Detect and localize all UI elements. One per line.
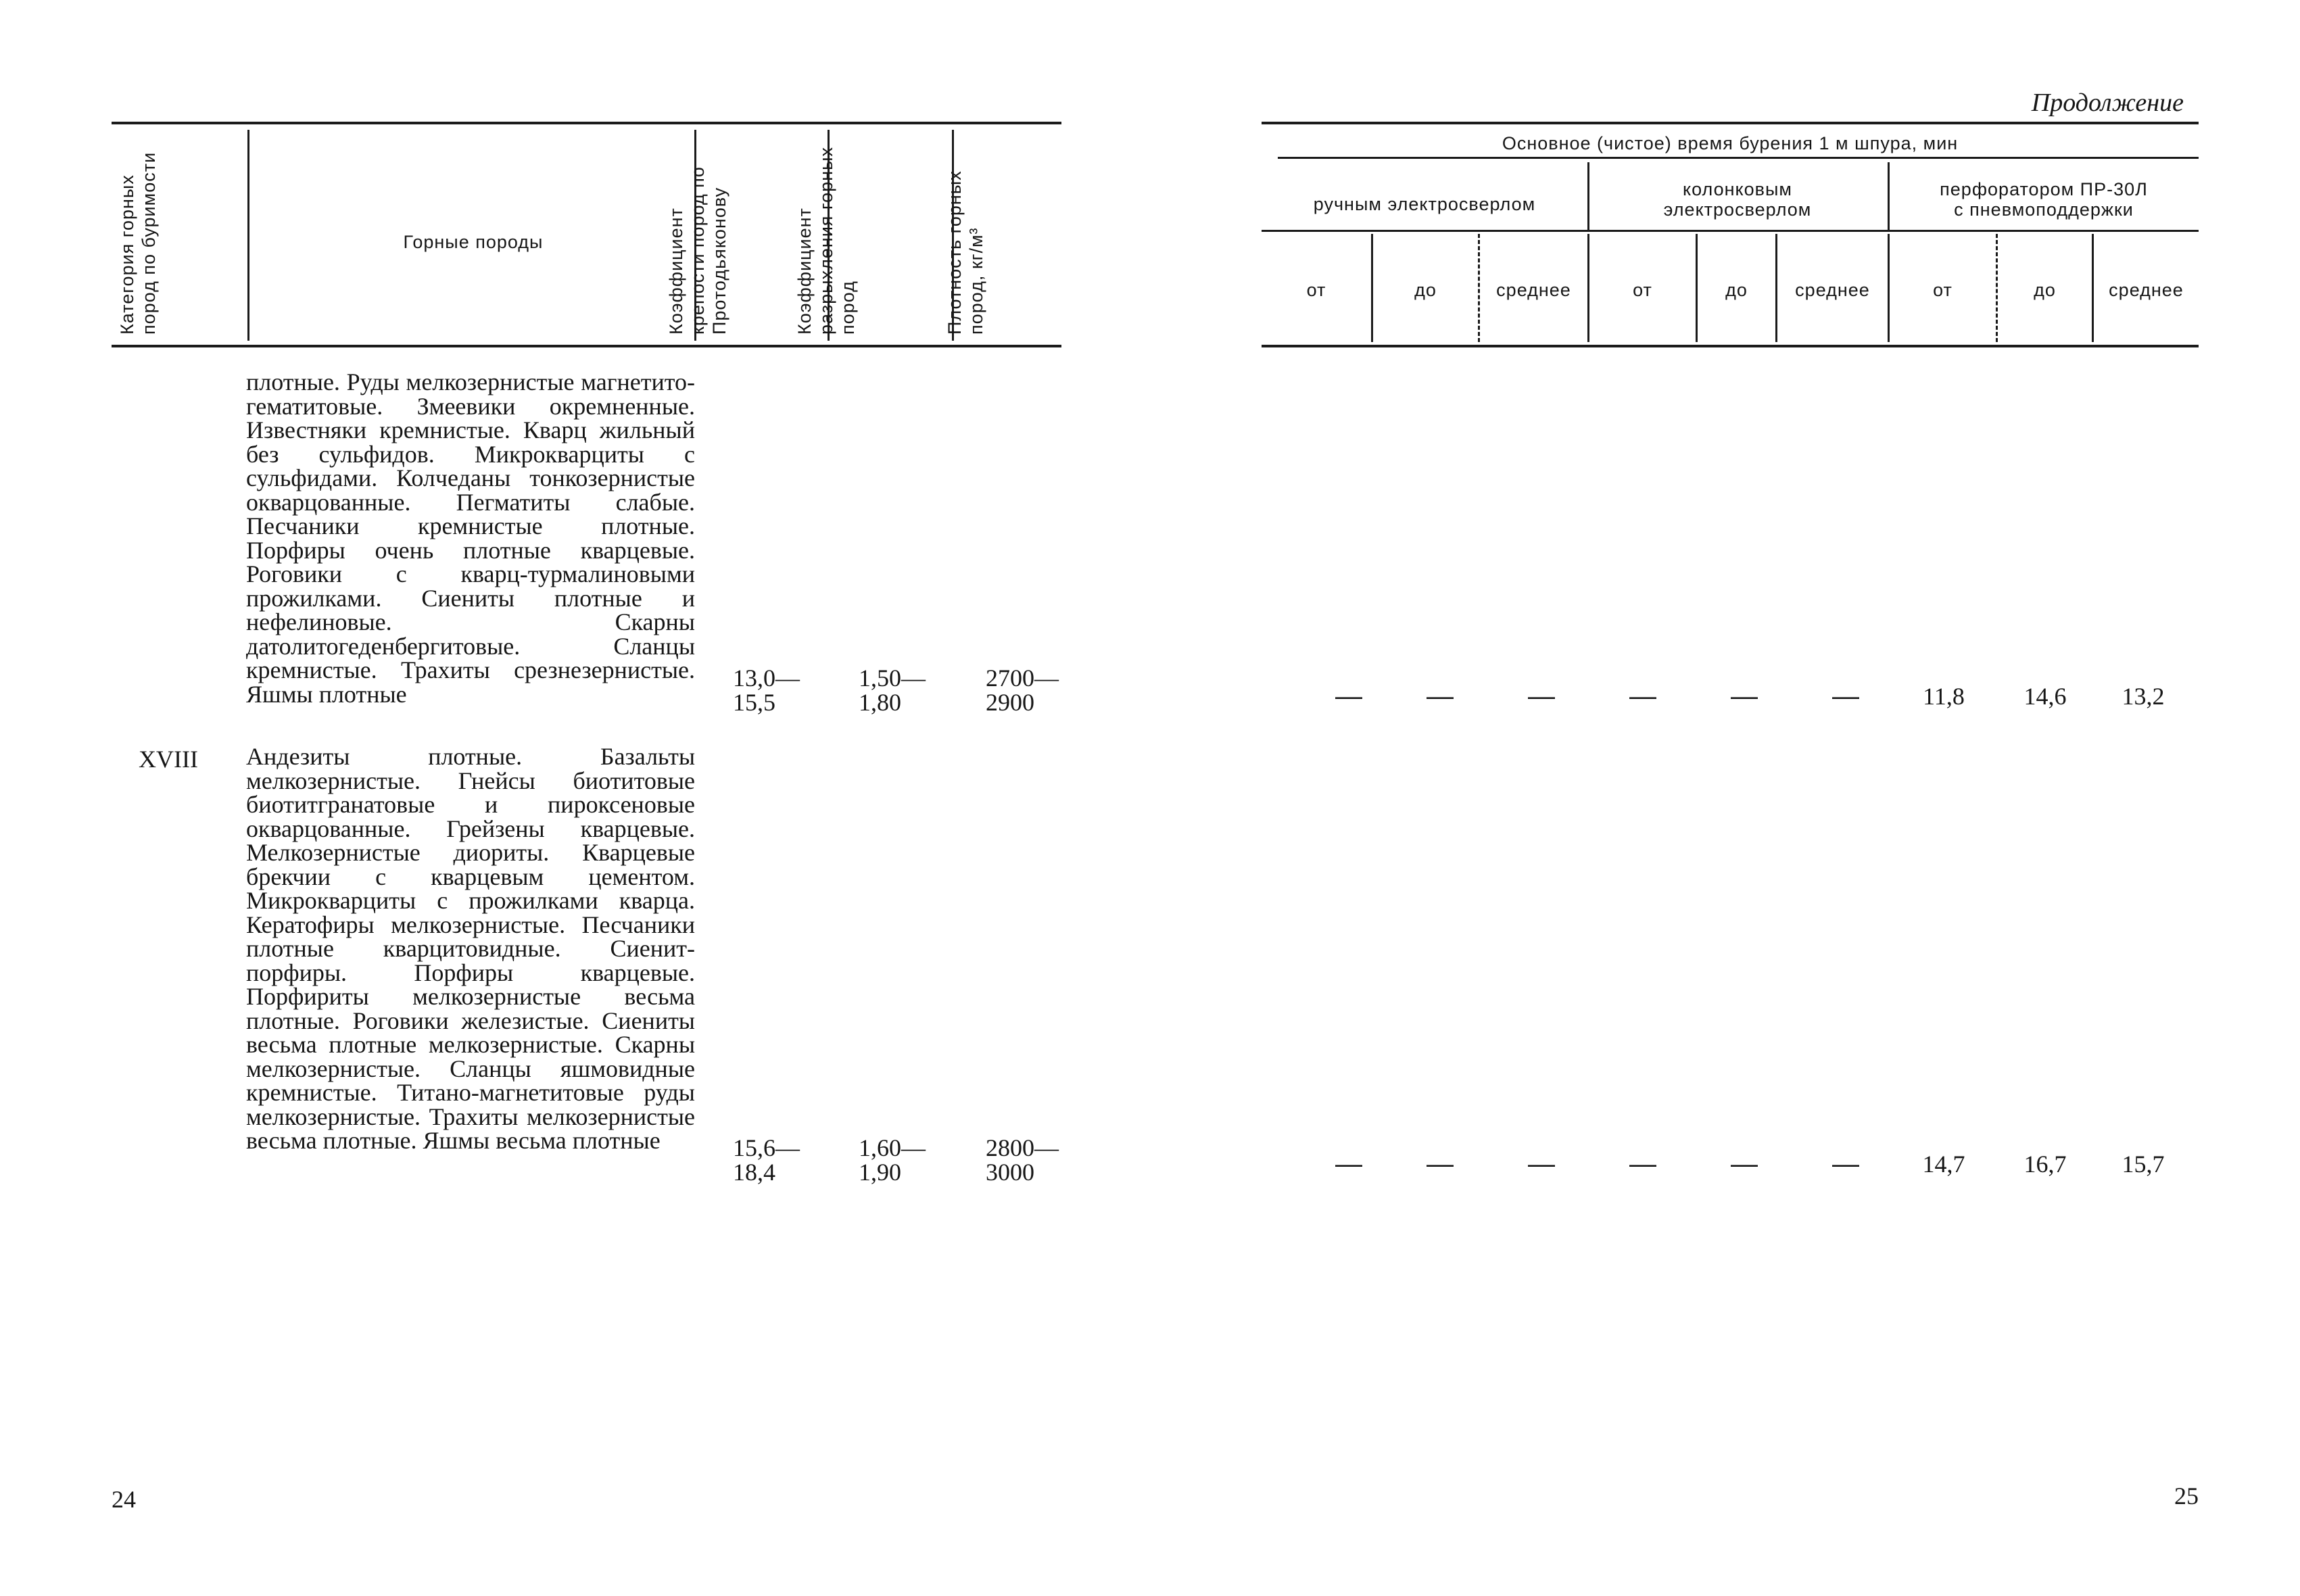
right-header-main-rule bbox=[1278, 157, 2199, 159]
header-strength: Коэффициент крепости пород по Протодьяконову bbox=[666, 166, 729, 335]
right-group-sep-2 bbox=[1888, 162, 1890, 230]
row-2-loosening: 1,60— 1,90 bbox=[859, 1134, 926, 1186]
right-group-3-line-1: перфоратором ПР-30Л bbox=[1940, 179, 2148, 199]
row-1-time-5: — bbox=[1731, 681, 1758, 711]
row-2-time-6: — bbox=[1832, 1149, 1859, 1179]
row-2-time-4: — bbox=[1629, 1149, 1656, 1179]
row-1-time-4: — bbox=[1629, 681, 1656, 711]
row-2-time-2: — bbox=[1427, 1149, 1454, 1179]
left-header-bottom-rule bbox=[112, 345, 1061, 347]
row-2-rocks: Андезиты плотные. Базальты мелкозернистые. Гнейсы биотитовые биотитгранатовые и пироксеновые окварцованные. Грейзены кварцевые. Мелкозернистые диориты. Кварцевые брекчии с кварцевым цементом. Микрокварциты с прожилками кварца. Кератофиры мелкозернистые. Песчаники плотные кварцитовидные. Сиенит-порфиры. Порфиры кварцевые. Порфириты мелкозернистые весьма плотные. Роговики железистые. Сиениты весьма плотные мелкозернистые. Скарны мелкозернистые. Сланцы яшмовидные кремнистые. Титано-магнетитовые руды мелкозернистые. Трахиты мелкозернистые весьма плотные. Яшмы весьма плотные bbox=[246, 743, 695, 1154]
row-1-loosening: 1,50— 1,80 bbox=[859, 664, 926, 716]
row-2-time-7: 14,7 bbox=[1922, 1151, 1965, 1178]
continuation-label: Продолжение bbox=[2031, 89, 2184, 117]
row-1-time-6: — bbox=[1832, 681, 1859, 711]
sub-header-4: от bbox=[1633, 280, 1652, 300]
right-group-1: ручным электросверлом bbox=[1313, 194, 1536, 214]
header-density: Плотность горных пород, кг/м³ bbox=[944, 170, 986, 335]
row-2-time-5: — bbox=[1731, 1149, 1758, 1179]
right-group-3-line-2: с пневмоподдержки bbox=[1954, 199, 2134, 220]
right-header-top-rule bbox=[1262, 122, 2199, 124]
sub-header-5: до bbox=[1725, 280, 1748, 300]
row-2-time-3: — bbox=[1528, 1149, 1555, 1179]
header-rocks: Горные породы bbox=[403, 232, 544, 252]
left-header-top-rule bbox=[112, 122, 1061, 124]
row-1-time-8: 14,6 bbox=[2023, 683, 2067, 710]
page-number-left: 24 bbox=[112, 1486, 136, 1513]
sub-header-9: среднее bbox=[2109, 280, 2184, 300]
sub-header-3: среднее bbox=[1496, 280, 1571, 300]
row-1-density: 2700— 2900 bbox=[986, 664, 1059, 716]
right-header-main: Основное (чистое) время бурения 1 м шпура, мин bbox=[1502, 133, 1959, 153]
row-1-time-2: — bbox=[1427, 681, 1454, 711]
sub-header-2: до bbox=[1414, 280, 1437, 300]
sub-header-7: от bbox=[1933, 280, 1952, 300]
row-1-time-3: — bbox=[1528, 681, 1555, 711]
left-col-sep-1 bbox=[247, 130, 249, 341]
row-1-strength: 13,0— 15,5 bbox=[733, 664, 800, 716]
header-loosening: Коэффициент разрыхления горных пород bbox=[794, 146, 858, 335]
page-number-right: 25 bbox=[2174, 1482, 2199, 1509]
right-group-2-line-1: колонковым bbox=[1683, 179, 1792, 199]
right-header-bottom-rule bbox=[1262, 345, 2199, 347]
row-2-strength: 15,6— 18,4 bbox=[733, 1134, 800, 1186]
right-group-rule bbox=[1262, 230, 2199, 232]
row-1-time-1: — bbox=[1335, 681, 1362, 711]
row-1-time-9: 13,2 bbox=[2122, 683, 2165, 710]
sub-header-6: среднее bbox=[1795, 280, 1870, 300]
sub-header-1: от bbox=[1306, 280, 1326, 300]
sub-header-8: до bbox=[2034, 280, 2056, 300]
row-2-time-1: — bbox=[1335, 1149, 1362, 1179]
right-group-sep-1 bbox=[1587, 162, 1589, 230]
row-2-category: XVIII bbox=[139, 746, 198, 773]
header-category: Категория горных пород по буримости bbox=[117, 151, 159, 335]
row-2-time-9: 15,7 bbox=[2122, 1151, 2165, 1178]
right-group-2-line-2: электросверлом bbox=[1663, 199, 1812, 220]
row-1-rocks: плотные. Руды мелкозернистые магнетито-гематитовые. Змеевики окремненные. Известняки кремнистые. Кварц жильный без сульфидов. Микрокварциты с сульфидами. Колчеданы тонкозернистые окварцованные. Пегматиты слабые. Песчаники кремнистые плотные. Порфиры очень плотные кварцевые. Роговики с кварц-турмалиновыми прожилками. Сиениты плотные и нефелиновые. Скарны датолитогеденбергитовые. Сланцы кремнистые. Трахиты срезнезернистые. Яшмы плотные bbox=[246, 368, 695, 708]
row-2-density: 2800— 3000 bbox=[986, 1134, 1059, 1186]
row-1-time-7: 11,8 bbox=[1923, 683, 1965, 710]
row-2-time-8: 16,7 bbox=[2023, 1151, 2067, 1178]
